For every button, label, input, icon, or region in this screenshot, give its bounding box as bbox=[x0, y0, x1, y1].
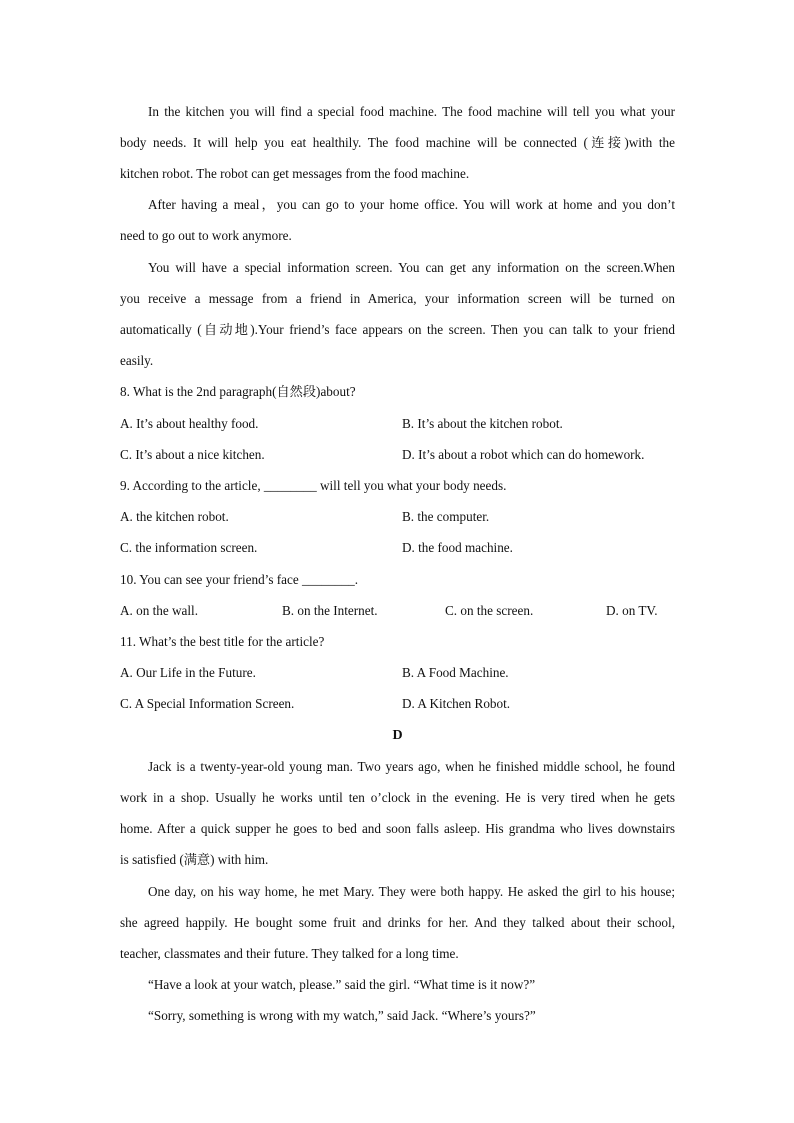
option-b: B. on the Internet. bbox=[282, 603, 378, 618]
question-stem: 11. What’s the best title for the article? bbox=[120, 634, 325, 649]
dialogue-line: “Have a look at your watch, please.” said the girl. “What time is it now?” bbox=[148, 977, 536, 992]
option-c: C. the information screen. bbox=[120, 540, 258, 555]
text-line: In the kitchen you will find a special food machine. The food machine will tell you what your bbox=[148, 104, 675, 119]
option-d: D. It’s about a robot which can do homework. bbox=[402, 447, 645, 462]
text-line: kitchen robot. The robot can get messages from the food machine. bbox=[120, 166, 470, 181]
text-line: Jack is a twenty-year-old young man. Two years ago, when he finished middle school, he found bbox=[148, 759, 675, 774]
option-b: B. the computer. bbox=[402, 509, 490, 524]
text-line: You will have a special information screen. You can get any information on the screen.When bbox=[148, 260, 675, 275]
text-line: need to go out to work anymore. bbox=[120, 228, 292, 243]
option-a: A. It’s about healthy food. bbox=[120, 416, 259, 431]
text-line: easily. bbox=[120, 353, 154, 368]
question-stem: 10. You can see your friend’s face ________. bbox=[120, 572, 359, 587]
option-d: D. on TV. bbox=[606, 603, 658, 618]
question-stem: 9. According to the article, ________ will tell you what your body needs. bbox=[120, 478, 507, 493]
option-c: C. It’s about a nice kitchen. bbox=[120, 447, 265, 462]
option-a: A. on the wall. bbox=[120, 603, 199, 618]
option-c: C. A Special Information Screen. bbox=[120, 696, 295, 711]
dialogue-line: “Sorry, something is wrong with my watch,” said Jack. “Where’s yours?” bbox=[148, 1008, 536, 1023]
text-line: is satisfied (满意) with him. bbox=[120, 852, 269, 867]
text-line: body needs. It will help you eat healthily. The food machine will be connected (连接)with the bbox=[120, 135, 675, 150]
text-line: After having a meal，you can go to your home office. You will work at home and you don’t bbox=[148, 197, 675, 212]
option-c: C. on the screen. bbox=[445, 603, 534, 618]
question-stem: 8. What is the 2nd paragraph(自然段)about? bbox=[120, 384, 356, 399]
option-b: B. A Food Machine. bbox=[402, 665, 509, 680]
section-heading: D bbox=[392, 728, 403, 743]
text-line: teacher, classmates and their future. They talked for a long time. bbox=[120, 946, 459, 961]
text-line: home. After a quick supper he goes to bed and soon falls asleep. His grandma who lives downstairs bbox=[120, 821, 675, 836]
text-line: work in a shop. Usually he works until ten o’clock in the evening. He is very tired when he gets bbox=[120, 790, 675, 805]
text-line: she agreed happily. He bought some fruit and drinks for her. And they talked about their school, bbox=[120, 915, 675, 930]
text-line: One day, on his way home, he met Mary. They were both happy. He asked the girl to his house; bbox=[148, 884, 675, 899]
option-d: D. the food machine. bbox=[402, 540, 513, 555]
option-a: A. the kitchen robot. bbox=[120, 509, 229, 524]
option-a: A. Our Life in the Future. bbox=[120, 665, 256, 680]
text-line: automatically (自动地).Your friend’s face appears on the screen. Then you can talk to your friend bbox=[120, 322, 675, 337]
text-line: you receive a message from a friend in America, your information screen will be turned on bbox=[120, 291, 675, 306]
option-b: B. It’s about the kitchen robot. bbox=[402, 416, 563, 431]
option-d: D. A Kitchen Robot. bbox=[402, 696, 511, 711]
